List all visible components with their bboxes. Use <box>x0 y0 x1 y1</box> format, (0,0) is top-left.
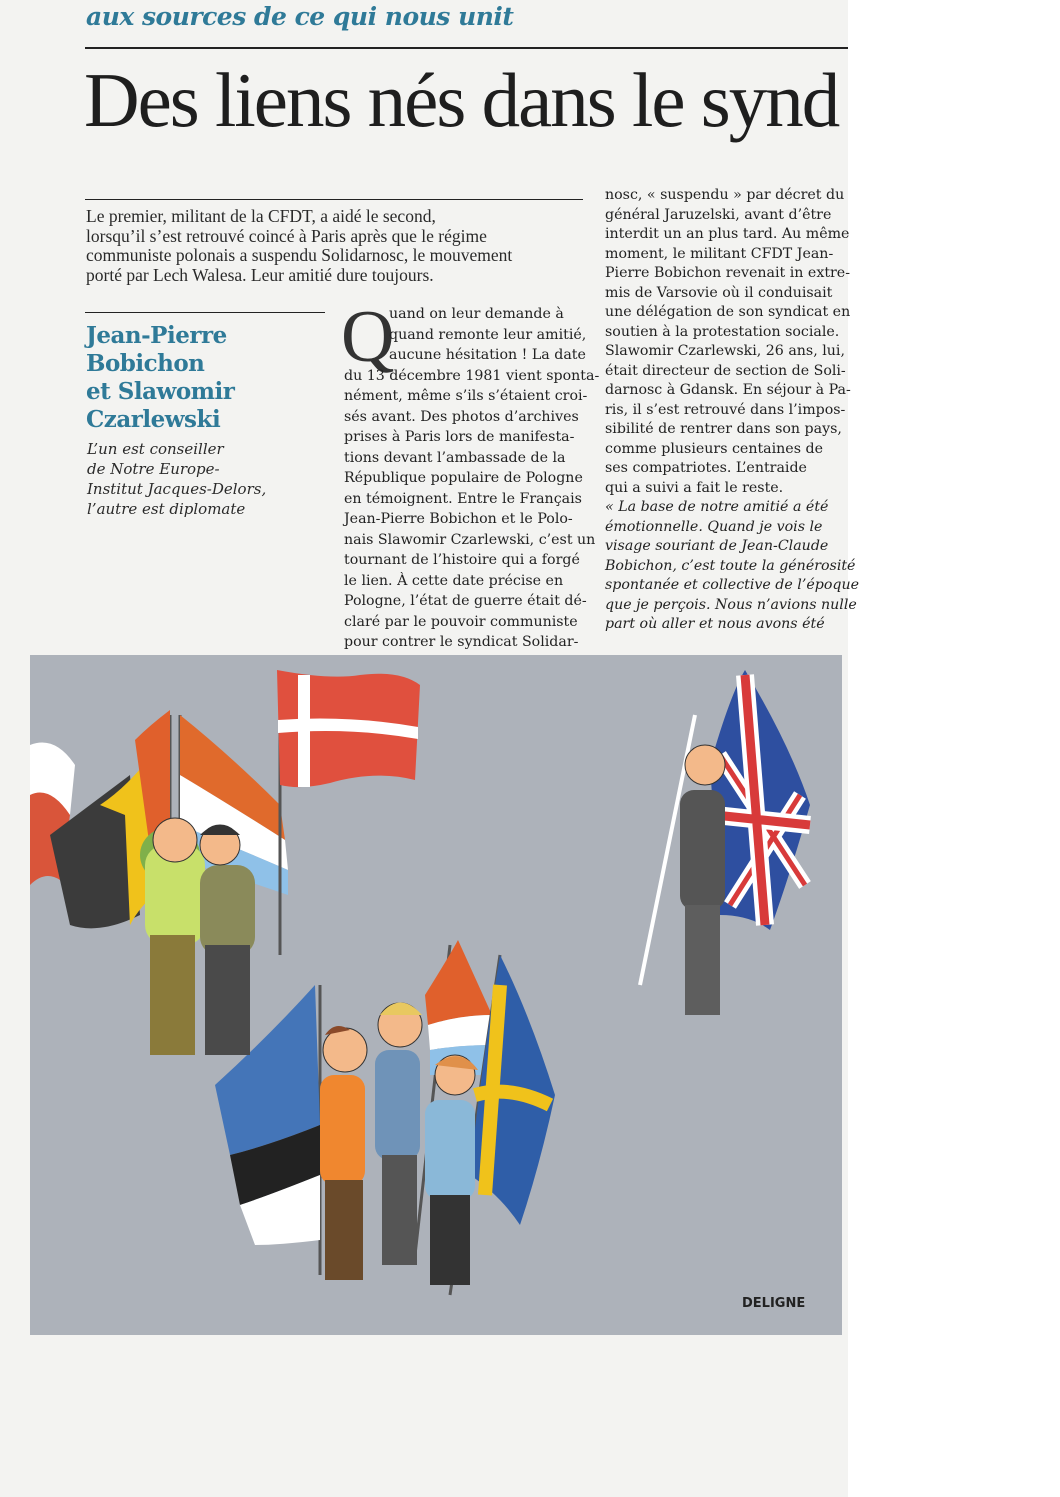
body-line: nais Slawomir Czarlewski, c’est un <box>344 531 596 548</box>
intro-line: porté par Lech Walesa. Leur amitié dure toujours. <box>86 264 434 285</box>
body-line: aucune hésitation ! La date <box>389 347 586 363</box>
body-line: Pierre Bobichon revenait in extre- <box>605 265 850 281</box>
body-line: le lien. À cette date précise en <box>344 572 564 589</box>
quote-line: « La base de notre amitié a été <box>605 499 829 515</box>
name-line: et Slawomir <box>86 378 235 405</box>
quote-line: spontanée et collective de l’époque <box>605 577 859 593</box>
body-line: soutien à la protestation sociale. <box>605 323 840 340</box>
subject-roles <box>87 439 266 519</box>
body-line: ris, il s’est retrouvé dans l’impos- <box>605 401 846 418</box>
role-line: l’autre est diplomate <box>87 500 246 518</box>
name-line: Czarlewski <box>86 406 221 433</box>
intro-line: Le premier, militant de la CFDT, a aidé le second, <box>86 206 436 226</box>
body-line: mis de Varsovie où il conduisait <box>605 284 833 301</box>
body-line: Slawomir Czarlewski, 26 ans, lui, <box>605 343 845 359</box>
body-line: prises à Paris lors de manifesta- <box>344 429 575 445</box>
body-line: tournant de l’histoire qui a forgé <box>344 552 580 568</box>
body-line: en témoignent. Entre le Français <box>344 490 582 507</box>
role-line: de Notre Europe- <box>87 460 220 478</box>
body-line: Jean-Pierre Bobichon et le Polo- <box>344 511 573 527</box>
body-line: darnosc à Gdansk. En séjour à Pa- <box>605 382 851 398</box>
article-column-middle <box>344 304 599 653</box>
body-line: sibilité de rentrer dans son pays, <box>605 421 842 437</box>
body-line: claré par le pouvoir communiste <box>344 613 578 630</box>
quote-line: que je perçois. Nous n’avions nulle <box>605 596 857 613</box>
body-line: qui a suivi a fait le reste. <box>605 479 784 496</box>
quote-line: émotionnelle. Quand je vois le <box>605 518 823 535</box>
intro-line: lorsqu’il s’est retrouvé coincé à Paris après que le régime <box>86 225 487 246</box>
body-line: sés avant. Des photos d’archives <box>344 408 579 425</box>
body-line: ses compatriotes. L’entraide <box>605 460 807 476</box>
body-line: une délégation de son syndicat en <box>605 304 851 320</box>
headline: Des liens nés dans le synd <box>84 57 839 143</box>
body-line: République populaire de Pologne <box>344 470 583 486</box>
body-line: tions devant l’ambassade de la <box>344 449 566 466</box>
body-line: nosc, « suspendu » par décret du <box>605 187 845 203</box>
top-rule <box>85 47 848 49</box>
role-line: L’un est conseiller <box>87 440 224 458</box>
body-line: interdit un an plus tard. Au même <box>605 226 850 242</box>
body-line: nément, même s’ils s’étaient croi- <box>344 388 588 404</box>
body-line: Pologne, l’état de guerre était dé- <box>344 593 587 609</box>
body-line: quand remonte leur amitié, <box>389 326 587 343</box>
name-line: Bobichon <box>86 350 205 377</box>
body-line: comme plusieurs centaines de <box>605 440 823 457</box>
quote-line: Bobichon, c’est toute la générosité <box>605 557 856 574</box>
section-kicker: aux sources de ce qui nous unit <box>86 2 514 31</box>
intro-rule <box>85 199 583 200</box>
body-line: général Jaruzelski, avant d’être <box>605 206 832 223</box>
cartoon-illustration <box>30 655 842 1335</box>
names-rule <box>85 312 325 313</box>
body-line: était directeur de section de Soli- <box>605 362 846 379</box>
body-line: uand on leur demande à <box>389 306 564 322</box>
subject-names <box>86 322 234 434</box>
quote-line: visage souriant de Jean-Claude <box>605 538 829 554</box>
article-column-right <box>605 186 859 635</box>
artist-signature: DELIGNE <box>742 1296 806 1311</box>
name-line: Jean-Pierre <box>86 322 227 349</box>
intro-standfirst <box>86 207 586 285</box>
drop-cap: Q <box>341 296 395 378</box>
body-line: pour contrer le syndicat Solidar- <box>344 634 579 650</box>
body-line: moment, le militant CFDT Jean- <box>605 245 834 262</box>
body-line: du 13 décembre 1981 vient sponta- <box>344 367 600 384</box>
role-line: Institut Jacques-Delors, <box>87 480 267 498</box>
intro-line: communiste polonais a suspendu Solidarnosc, le mouvement <box>86 245 513 265</box>
quote-line: part où aller et nous avons été <box>605 616 825 632</box>
